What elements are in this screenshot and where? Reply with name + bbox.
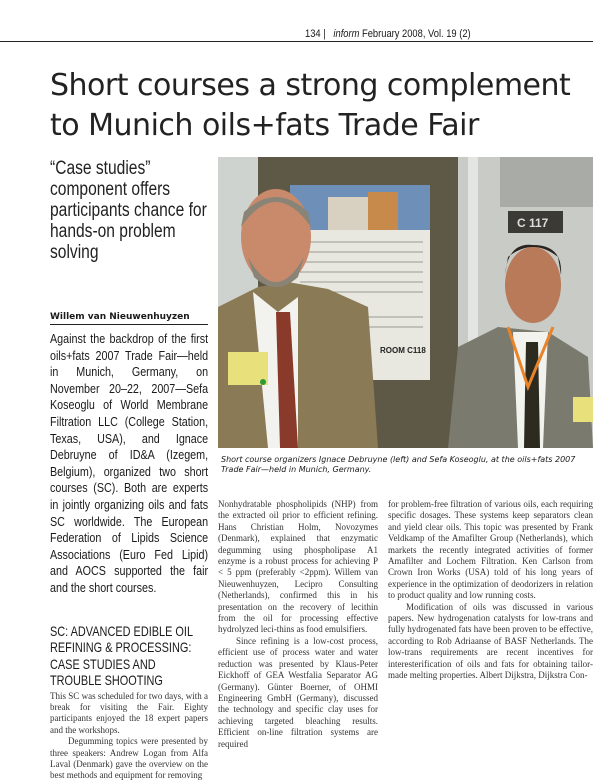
publication-name: inform — [333, 28, 360, 40]
subhead-line: REFINING & PROCESSING: — [50, 639, 192, 655]
body-paragraph: Since refining is a low-cost process, efficient use of process water and water reduction was presented by Klaus-Peter Eickhoff of GEA Westfalia Separator AG (Germany). Günter Boerner, of OHMI Engineering GmbH (Germany), discussed the technology and specific clay uses for achieving targeted bleaching results. Efficient on-line filtration systems are required — [218, 635, 378, 749]
subhead-line: CASE STUDIES AND — [50, 655, 156, 672]
running-header — [305, 28, 471, 40]
title-line-1: Short courses a strong complement — [50, 68, 571, 103]
article-photo — [218, 157, 593, 448]
photo-image — [218, 157, 593, 448]
page-number: 134 | — [305, 28, 326, 40]
left-column — [50, 312, 208, 782]
article-title — [50, 66, 570, 146]
title-line-2: to Munich oils+fats Trade Fair — [50, 108, 479, 143]
body-paragraph: Degumming topics were presented by three speakers: Andrew Logan from Alfa Laval (Denmark) gave the overview on the best methods and equipment for removing — [50, 736, 208, 781]
poster-room-text: ROOM C118 — [380, 346, 426, 355]
body-paragraph: for problem-free filtration of various oils, each requiring specific dosages. These systems keep separators clean and yield clear oils. This topic was presented by Frank Veldkamp of the Amafilter Group (Netherlands), which markets the recently integrated activities of former Amafilter and Lochem Filtration. Ken Carlson from Crown Iron Works (USA) told of his long years of experience in the optimization of deodorizers in relation to product quality and low running costs. — [388, 499, 593, 601]
door-label: C 117 — [517, 216, 549, 230]
subhead-line: SC: ADVANCED EDIBLE OIL — [50, 622, 194, 639]
lead-paragraph: Against the backdrop of the first oils+fats 2007 Trade Fair—held in Munich, Germany, on November 20–22, 2007—Sefa Koseoglu of World Membrane Filtration LLC (College Station, Texas, USA), and Ignace Debruyne of ID&A (Izegem, Belgium), organized two short courses (SC). Both are experts in jointly organizing oils and fats SC worldwide. The European Federation of Lipids Science Associations (Euro Fed Lipid) and AOCS supported the fair and the short courses. — [50, 331, 209, 595]
subhead-line: TROUBLE SHOOTING — [50, 672, 163, 688]
photo-caption: Short course organizers Ignace Debruyne (left) and Sefa Koseoglu, at the oils+fats 2007 Trade Fair—held in Munich, Germany. — [221, 455, 576, 474]
column-2-body — [218, 499, 378, 750]
article-deck: “Case studies” component offers participants chance for hands-on problem solving — [50, 158, 207, 263]
column-3-body — [388, 499, 593, 682]
column-1-body — [50, 691, 208, 782]
body-paragraph: Modification of oils was discussed in various papers. New hydrogenation catalysts for low-trans and fully hydrogenated fats have been proven to be effective, according to Rob Adriaanse of BASF Netherlands. The low-trans requirements are recent incentives for interesterification of oils and fats for obtaining tailor-made melting properties. Albert Dijkstra, Dijkstra Con- — [388, 601, 594, 681]
section-subhead — [50, 623, 229, 689]
body-paragraph: Nonhydratable phospholipids (NHP) from the extracted oil prior to efficient refining. Hans Christian Holm, Novozymes (Denmark), explained that enzymatic degumming using phospholipase A1 enzyme is a robust process for achieving P < 5 ppm (preferably <2ppm). Willem van Nieuwenhuyzen, Lecipro Consulting (Netherlands), confirmed this in his presentation on the recovery of lecithin from the oil for processing effective hydrolyzed leci-thins as food emulsifiers. — [218, 499, 378, 635]
header-rule — [0, 41, 593, 42]
issue-info: February 2008, Vol. 19 (2) — [362, 28, 471, 40]
body-paragraph: This SC was scheduled for two days, with a break for visiting the Fair. Eighty participants enjoyed the 18 expert papers and the workshops. — [50, 690, 208, 735]
byline: Willem van Nieuwenhuyzen — [50, 312, 208, 325]
